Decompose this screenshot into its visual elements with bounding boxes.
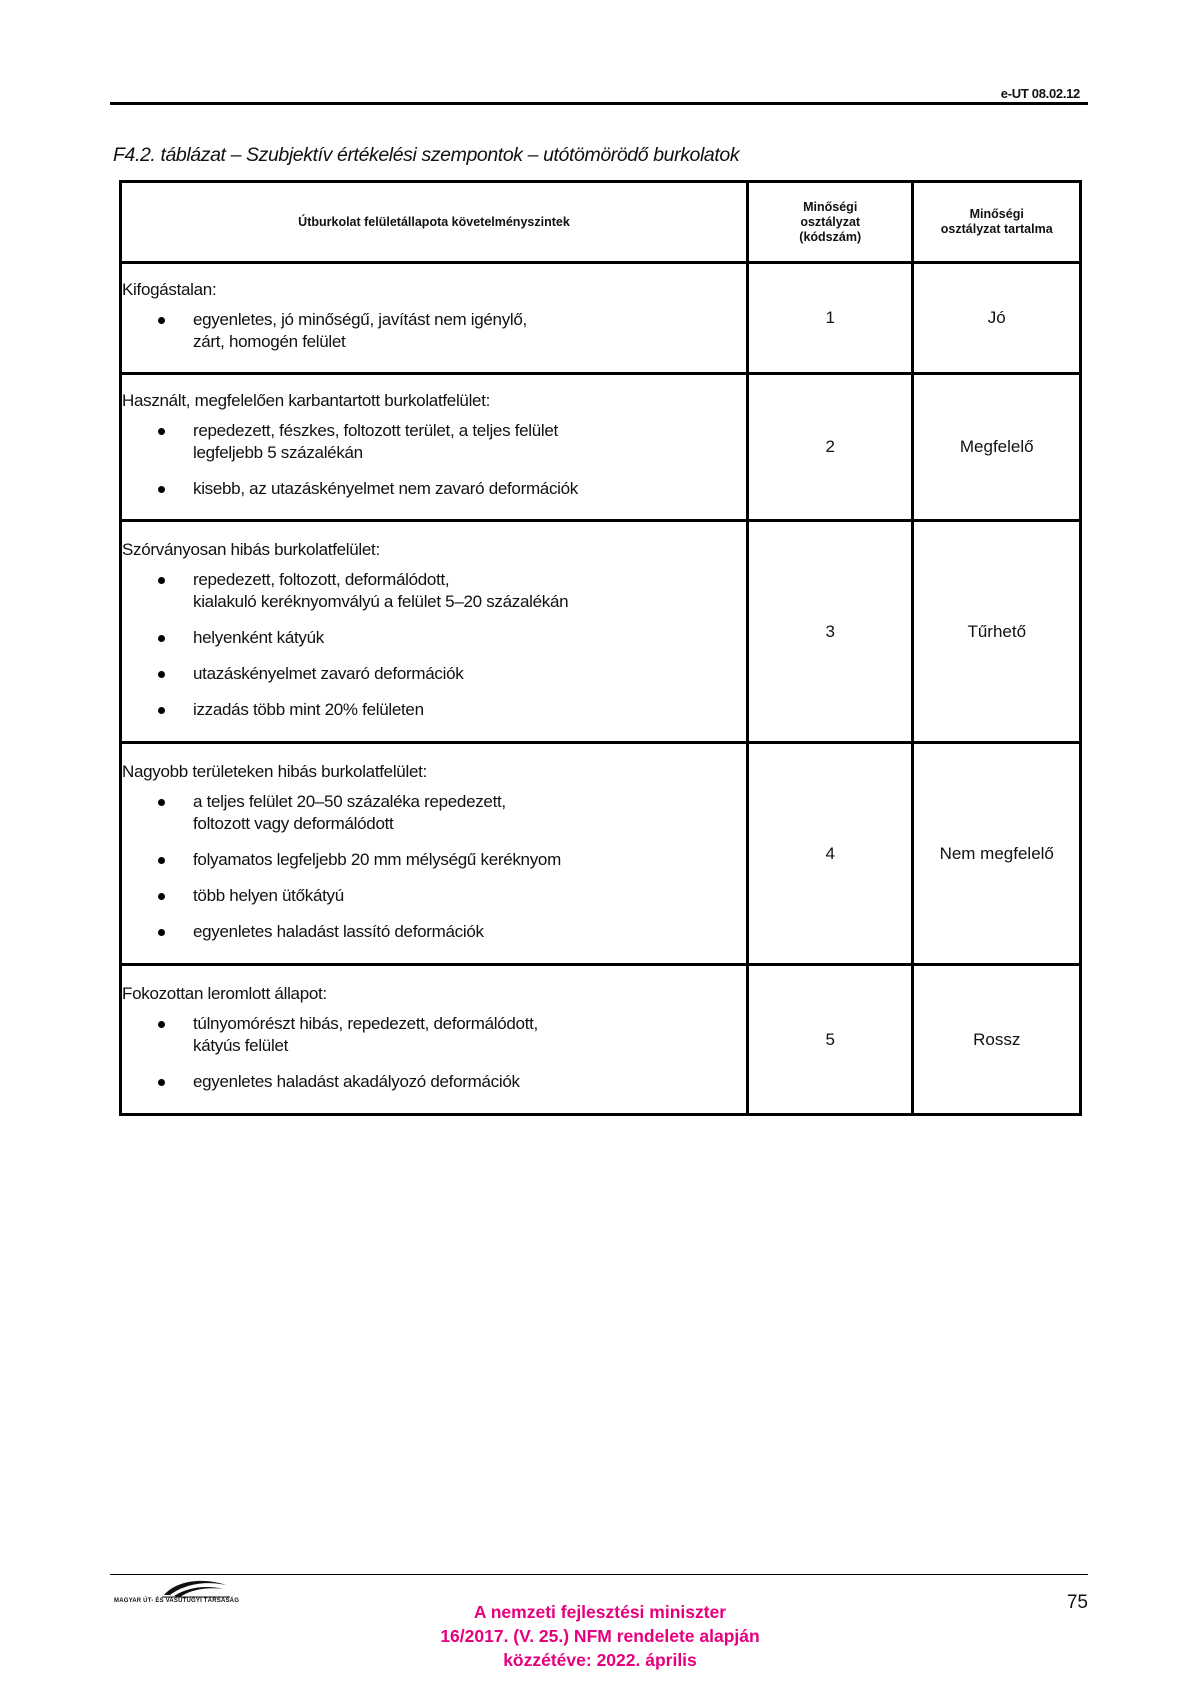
header-requirement: Útburkolat felületállapota követelményszintek	[121, 182, 748, 263]
bullet-icon	[158, 317, 165, 324]
bullet-icon	[158, 1021, 165, 1028]
bullet-icon	[158, 893, 165, 900]
list-item	[122, 569, 746, 613]
list-item-line: kialakuló keréknyomvályú a felület 5–20 százalékán	[193, 591, 569, 611]
header-class-content-line: osztályzat tartalma	[940, 222, 1053, 236]
row-description	[121, 374, 748, 521]
list-item-line: legfeljebb 5 százalékán	[193, 443, 363, 462]
list-item	[122, 885, 746, 907]
list-item	[122, 791, 746, 835]
class-content-cell: Nem megfelelő	[913, 743, 1081, 965]
evaluation-table	[119, 180, 1082, 1116]
publication-note-line: közzétéve: 2022. április	[503, 1650, 697, 1670]
table-row	[121, 263, 1081, 374]
class-content-cell: Jó	[913, 263, 1081, 374]
bullet-list	[122, 569, 746, 721]
road-logo-icon	[114, 1577, 262, 1599]
header-rule	[110, 102, 1088, 105]
bullet-icon	[158, 707, 165, 714]
bullet-icon	[158, 486, 165, 493]
header-class-code-line: (kódszám)	[799, 229, 862, 244]
list-item-line: repedezett, fészkes, foltozott terület, a teljes felület	[193, 421, 558, 440]
class-code-cell: 5	[747, 965, 913, 1115]
table-row	[121, 374, 1081, 521]
list-item-line: izzadás több mint 20% felületen	[193, 699, 424, 719]
class-code-cell: 1	[747, 263, 913, 374]
class-content-cell: Megfelelő	[913, 374, 1081, 521]
list-item	[122, 849, 746, 871]
logo-text: MAGYAR ÚT- ÉS VASÚTÜGYI TÁRSASÁG	[114, 1598, 240, 1604]
society-logo	[114, 1577, 262, 1609]
bullet-icon	[158, 929, 165, 936]
list-item-line: kátyús felület	[193, 1035, 289, 1055]
class-code-cell: 2	[747, 374, 913, 521]
header-class-content	[913, 182, 1081, 263]
table-row	[121, 521, 1081, 743]
list-item-line: utazáskényelmet zavaró deformációk	[193, 663, 464, 683]
list-item	[122, 627, 746, 649]
row-title: Nagyobb területeken hibás burkolatfelület:	[122, 761, 427, 781]
bullet-icon	[158, 799, 165, 806]
list-item	[122, 309, 746, 353]
row-description	[121, 743, 748, 965]
header-class-content-line: Minőségi	[969, 207, 1024, 221]
table-header-row	[121, 182, 1081, 263]
row-description	[121, 521, 748, 743]
table-row	[121, 743, 1081, 965]
row-title: Szórványosan hibás burkolatfelület:	[122, 539, 380, 559]
list-item	[122, 663, 746, 685]
document-code: e-UT 08.02.12	[1000, 86, 1080, 101]
list-item-line: repedezett, foltozott, deformálódott,	[193, 569, 450, 589]
list-item-line: folyamatos legfeljebb 20 mm mélységű keréknyom	[193, 849, 561, 869]
page-number: 75	[1066, 1592, 1088, 1613]
bullet-icon	[158, 577, 165, 584]
bullet-list	[122, 1013, 746, 1093]
list-item-line: a teljes felület 20–50 százaléka repedezett,	[193, 791, 506, 811]
row-title: Fokozottan leromlott állapot:	[122, 983, 327, 1003]
header-class-code-line: osztályzat	[800, 214, 861, 229]
footer-rule	[110, 1574, 1088, 1575]
bullet-icon	[158, 671, 165, 678]
list-item	[122, 1013, 746, 1057]
list-item	[122, 699, 746, 721]
table-title: F4.2. táblázat – Szubjektív értékelési szempontok – utótömörödő burkolatok	[113, 144, 740, 166]
bullet-list	[122, 420, 746, 500]
bullet-list	[122, 791, 746, 943]
list-item-line: foltozott vagy deformálódott	[193, 813, 394, 833]
bullet-icon	[158, 635, 165, 642]
list-item-line: helyenként kátyúk	[193, 627, 324, 647]
bullet-icon	[158, 1079, 165, 1086]
list-item-line: egyenletes, jó minőségű, javítást nem igénylő,	[193, 310, 527, 329]
row-description	[121, 263, 748, 374]
list-item-line: túlnyomórészt hibás, repedezett, deformálódott,	[193, 1013, 538, 1033]
publication-note	[400, 1600, 800, 1672]
list-item	[122, 921, 746, 943]
bullet-icon	[158, 428, 165, 435]
list-item	[122, 420, 746, 464]
class-code-cell: 3	[747, 521, 913, 743]
publication-note-line: A nemzeti fejlesztési miniszter	[473, 1602, 727, 1622]
class-content-cell: Rossz	[913, 965, 1081, 1115]
row-title: Használt, megfelelően karbantartott burkolatfelület:	[122, 391, 491, 410]
header-class-code-line: Minőségi	[803, 199, 858, 214]
list-item-line: zárt, homogén felület	[193, 332, 346, 351]
publication-note-line: 16/2017. (V. 25.) NFM rendelete alapján	[440, 1626, 760, 1646]
list-item	[122, 478, 746, 500]
bullet-icon	[158, 857, 165, 864]
list-item	[122, 1071, 746, 1093]
list-item-line: kisebb, az utazáskényelmet nem zavaró deformációk	[193, 479, 578, 498]
list-item-line: egyenletes haladást akadályozó deformációk	[193, 1071, 520, 1091]
class-content-cell: Tűrhető	[913, 521, 1081, 743]
list-item-line: több helyen ütőkátyú	[193, 885, 344, 905]
row-title: Kifogástalan:	[122, 280, 217, 299]
header-class-code	[747, 182, 913, 263]
table-row	[121, 965, 1081, 1115]
list-item-line: egyenletes haladást lassító deformációk	[193, 921, 484, 941]
bullet-list	[122, 309, 746, 353]
class-code-cell: 4	[747, 743, 913, 965]
row-description	[121, 965, 748, 1115]
